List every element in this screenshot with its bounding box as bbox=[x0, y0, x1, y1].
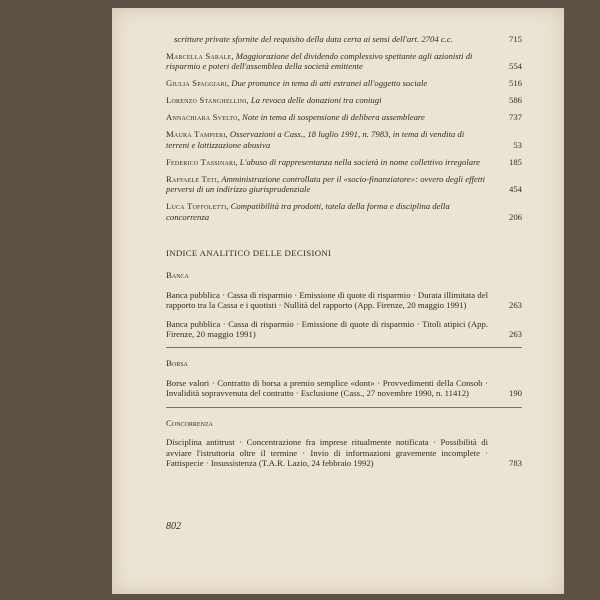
entry-author: Raffaele Teti bbox=[166, 173, 217, 184]
section-heading: Borsa bbox=[166, 358, 188, 369]
list-item: Giulia Spaggiari, Due pronunce in tema di atti estranei all'oggetto sociale 516 bbox=[166, 78, 522, 89]
entry-page: 554 bbox=[508, 61, 522, 72]
entry-title: L'abuso di rappresentanza nella società in nome collettivo irregolare bbox=[239, 156, 481, 167]
list-item: Luca Toffoletti, Compatibilità tra prodotti, tutela della forma e disciplina della concorrenza 206 bbox=[166, 201, 522, 222]
list-item bbox=[166, 290, 522, 311]
entry-page: 454 bbox=[508, 184, 522, 195]
entry-page: 586 bbox=[508, 95, 522, 106]
entry-page: 53 bbox=[513, 139, 522, 150]
entry-title: Amministrazione controllata per il «socio-finanziatore»: ovvero degli effetti perversi di un indirizzo giurisprudenziale bbox=[166, 173, 486, 195]
entry-title: La revoca delle donazioni tra coniugi bbox=[250, 95, 382, 106]
decision-page: 190 bbox=[508, 388, 522, 399]
decision-text: Banca pubblica · Cassa di risparmio · Emissione di quote di risparmio · Durata illimitata del rapporto tra la Cassa e i quotisti · Nullità del rapporto (App. Firenze, 20 maggio 1991) bbox=[166, 289, 488, 311]
list-item bbox=[166, 34, 522, 44]
entry-title: Maggiorazione del dividendo complessivo spettante agli azionisti di risparmio e poteri dell'assemblea della società emittente bbox=[166, 51, 473, 72]
entry-title: Osservazioni a Cass., 18 luglio 1991, n. 7983, in tema di vendita di terreni e lottizzazione abusiva bbox=[166, 129, 465, 150]
entry-author: Lorenzo Stanghellini bbox=[166, 95, 247, 106]
section-heading: Concorrenza bbox=[166, 417, 213, 428]
entry-page: 206 bbox=[508, 211, 522, 222]
entry-author: Maura Tampieri bbox=[166, 129, 226, 140]
index-heading: INDICE ANALITICO DELLE DECISIONI bbox=[166, 248, 332, 259]
author-index-list bbox=[166, 34, 522, 222]
decision-page: 783 bbox=[508, 457, 522, 468]
section-borsa bbox=[166, 358, 522, 398]
section-concorrenza bbox=[166, 418, 522, 469]
entry-page: 185 bbox=[508, 156, 522, 167]
list-item: Lorenzo Stanghellini, La revoca delle donazioni tra coniugi 586 bbox=[166, 95, 522, 106]
page-content bbox=[166, 34, 522, 476]
entry-author: Luca Toffoletti bbox=[166, 201, 227, 212]
list-item: Marcella Sarale, Maggiorazione del dividendo complessivo spettante agli azionisti di risparmio e poteri dell'assemblea della società emittente 554 bbox=[166, 51, 522, 72]
list-item: Maura Tampieri, Osservazioni a Cass., 18 luglio 1991, n. 7983, in tema di vendita di terreni e lottizzazione abusiva 53 bbox=[166, 129, 522, 150]
decision-text: Disciplina antitrust · Concentrazione fra imprese ritualmente notificata · Possibilità di avviare l'istruttoria oltre il termine · Invio di informazioni gravemente incomplete · Fattispecie · Insussistenza (T.A.R. Lazio, 24 febbraio 1992) bbox=[166, 437, 488, 468]
decision-page: 263 bbox=[508, 329, 522, 340]
entry-page: 715 bbox=[508, 34, 522, 44]
list-item: Raffaele Teti, Amministrazione controllata per il «socio-finanziatore»: ovvero degli effetti perversi di un indirizzo giurisprudenziale 454 bbox=[166, 173, 522, 195]
entry-author: Giulia Spaggiari bbox=[166, 78, 227, 89]
entry-author: Annachiara Svelto bbox=[166, 112, 238, 123]
decision-text: Borse valori · Contratto di borsa a premio semplice «dont» · Provvedimenti della Consob · Invalidità sopravvenuta del contratto · Esclusione (Cass., 27 novembre 1990, n. 11412) bbox=[166, 377, 488, 399]
list-item bbox=[166, 378, 522, 399]
page-number: 802 bbox=[166, 521, 181, 532]
entry-page: 516 bbox=[508, 78, 522, 89]
entry-author: Federico Tassinari bbox=[166, 156, 236, 167]
entry-title: Note in tema di sospensione di delibera assembleare bbox=[242, 112, 425, 123]
entry-title: scritture private sfornite del requisito della data certa ai sensi dell'art. 2704 c.c. bbox=[174, 34, 453, 44]
list-item bbox=[166, 437, 522, 468]
divider bbox=[166, 407, 522, 408]
book-page bbox=[112, 8, 564, 594]
entry-title: Compatibilità tra prodotti, tutela della forma e disciplina della concorrenza bbox=[166, 201, 450, 222]
list-item: Federico Tassinari, L'abuso di rappresentanza nella società in nome collettivo irregolare 185 bbox=[166, 156, 522, 167]
section-banca bbox=[166, 270, 522, 339]
section-heading: Banca bbox=[166, 270, 189, 281]
decision-page: 263 bbox=[508, 300, 522, 311]
entry-page: 737 bbox=[508, 112, 522, 123]
list-item: Annachiara Svelto, Note in tema di sospensione di delibera assembleare 737 bbox=[166, 112, 522, 123]
list-item bbox=[166, 319, 522, 340]
decision-text: Banca pubblica · Cassa di risparmio · Emissione di quote di risparmio · Titoli atipici (App. Firenze, 20 maggio 1991) bbox=[166, 318, 488, 340]
divider bbox=[166, 347, 522, 348]
entry-title: Due pronunce in tema di atti estranei all'oggetto sociale bbox=[231, 78, 428, 89]
entry-author: Marcella Sarale bbox=[166, 51, 232, 61]
